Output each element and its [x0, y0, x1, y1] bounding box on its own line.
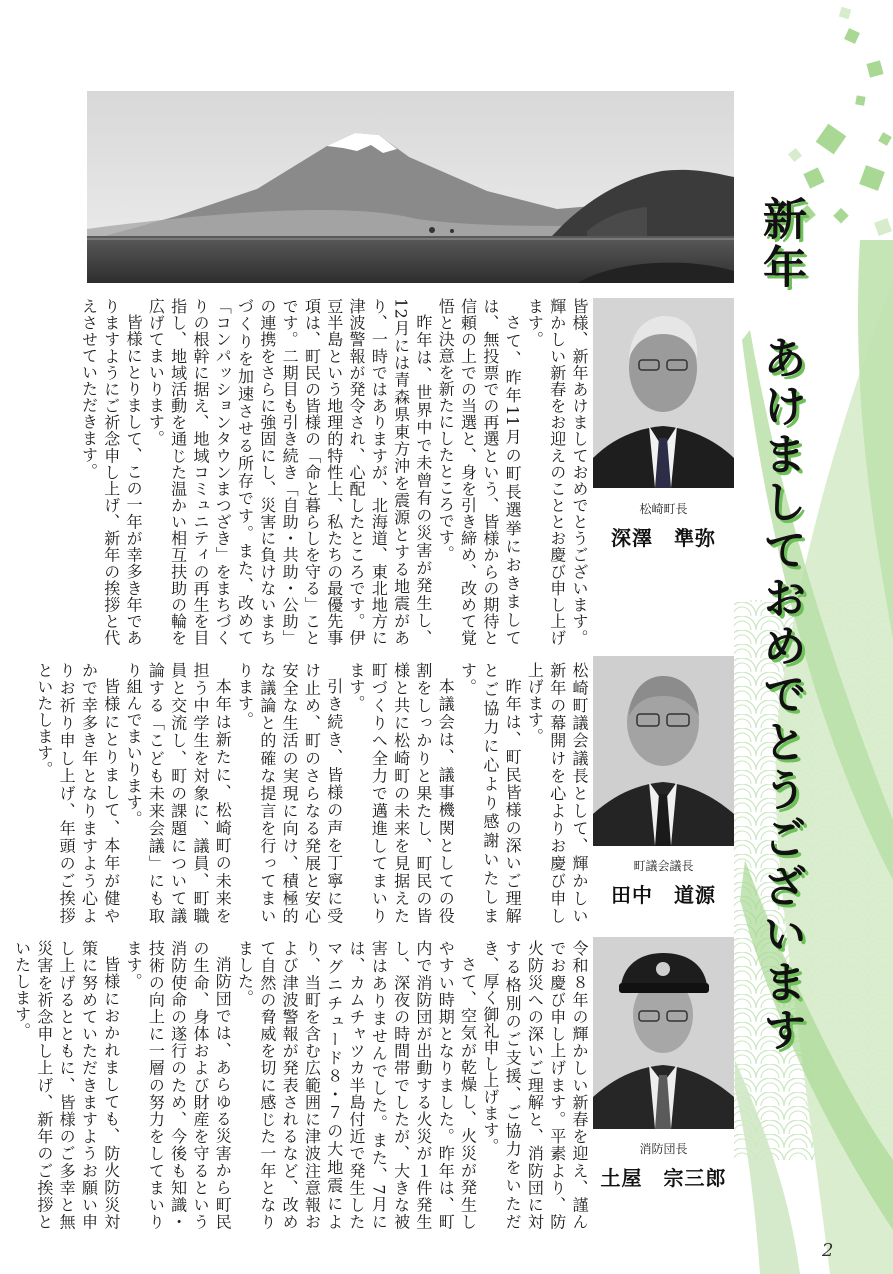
name-mayor: 深澤 準弥 [611, 526, 716, 550]
portrait-council-chair [593, 656, 734, 846]
message-mayor [68, 298, 590, 646]
paragraph: 本議会は、議事機関としての役割をしっかりと果たし、町民の皆様と共に松崎町の未来を見据えた町づくりへ全力で邁進してまいります。 [347, 662, 456, 924]
paragraph: 昨年は、町民皆様の深いご理解とご協力に心より感謝いたします。 [458, 662, 523, 924]
paragraph: 引き続き、皆様の声を丁寧に受け止め、町のさらなる発展と安心安全な生活の実現に向け、積極的な議論と的確な提言を行ってまいります。 [235, 662, 344, 924]
paragraph: 松崎町議会議長として、輝かしい新年の幕開けを心よりお慶び申し上げます。 [525, 662, 589, 924]
message-fire-chief [12, 940, 590, 1230]
paragraph: 皆様におかれましても、防火防災対策に努めていただきますようお願い申し上げるとともに、皆様のご多幸と無災害を祈念申し上げ、新年のご挨拶といたします。 [12, 940, 121, 1230]
title-mayor: 松崎町長 [639, 502, 688, 516]
paragraph: 皆様、新年あけましておめでとうございます。輝かしい新春をお迎えのこととお慶び申し上げます。 [525, 298, 589, 647]
paragraph: 令和８年の輝かしい新春を迎え、謹んでお慶び申し上げます。平素より、防火防災への深いご理解と、消防団に対する格別のご支援、ご協力をいただき、厚く御礼申し上げます。 [480, 940, 589, 1230]
message-council-chair [34, 662, 590, 924]
portrait-mayor [593, 298, 734, 488]
paragraph: 本年は新たに、松崎町の未来を担う中学生を対象に、議員、町職員と交流し、町の課題について議論する「こども未来会議」にも取り組んでまいります。 [124, 662, 233, 924]
headline-new-year: 新年 [755, 196, 806, 292]
name-council-chair: 田中 道源 [611, 883, 716, 907]
title-fire-chief: 消防団長 [639, 1142, 688, 1156]
title-council-chair: 町議会議長 [633, 859, 694, 873]
page-number: 2 [822, 1240, 834, 1261]
name-fire-chief: 土屋 宗三郎 [600, 1166, 727, 1190]
portrait-fire-chief [593, 937, 734, 1129]
paragraph: 昨年は、世界中で未曾有の災害が発生し、12月には青森県東方沖を震源とする地震があり、一時ではありますが、北海道、東北地方に津波警報が発令され、心配したところです。伊豆半島という地理的特性上、私たちの最優先事項は、町民の皆様の「命と暮らしを守る」ことです。二期目も引き続き「自助・共助・公助」の連携をさらに強固にし、災害に負けないまちづくりを加速させる所存です。また、改めて「コンパッションタウンまつざき」をまちづくりの根幹に据え、地域コミュニティの再生を目指し、地域活動を通じた温かい相互扶助の輪を広げてまいります。 [146, 298, 433, 646]
paragraph: 消防団では、あらゆる災害から町民の生命、身体および財産を守るという消防使命の遂行のため、今後も知識・技術の向上に一層の努力をしてまいります。 [124, 940, 233, 1230]
paragraph: さて、昨年11月の町長選挙におきましては、無投票での再選という、皆様からの期待と信頼の上での当選と、身を引き締め、改めて覚悟と決意を新たにしたところです。 [436, 298, 523, 647]
paragraph: 皆様にとりまして、この一年が幸多き年でありますようにご祈念申し上げ、新年の挨拶と代えさせていただきます。 [79, 298, 144, 646]
hero-photo-mount-fuji [87, 91, 734, 283]
paragraph: さて、空気が乾燥し、火災が発生しやすい時期となりました。昨年は、町内で消防団が出動する火災が１件発生し、深夜の時間帯でしたが、大きな被害はありませんでした。また、7月には、カムチャツカ半島付近で発生したマグニチュード８・７の大地震により、当町を含む広範囲に津波注意報および津波警報が発表されるなど、改めて自然の脅威を切に感じた一年となりました。 [235, 940, 478, 1230]
paragraph: 皆様にとりまして、本年が健やかで幸多き年となりますよう心よりお祈り申し上げ、年頭のご挨拶といたします。 [34, 662, 121, 924]
headline-greeting: あけましておめでとうございます [755, 335, 806, 1055]
